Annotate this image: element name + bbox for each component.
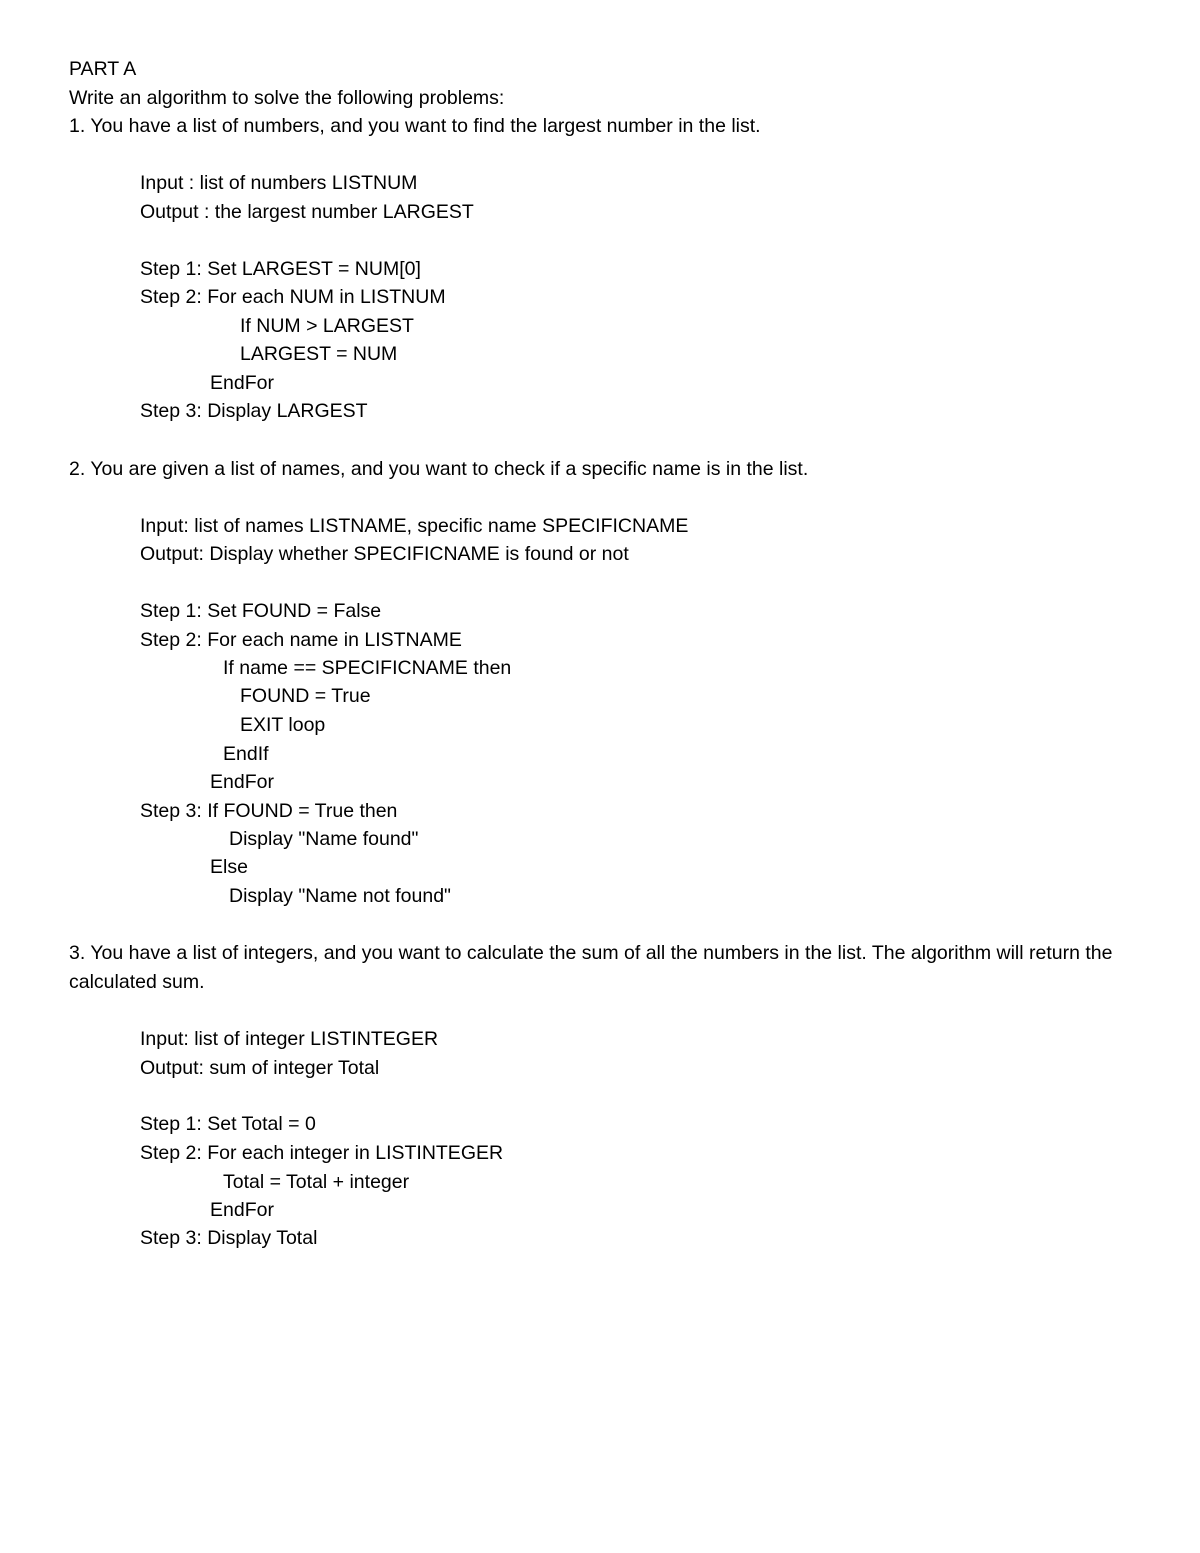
problem-2-step-line: Else <box>210 856 248 878</box>
problem-3-step-line: EndFor <box>210 1199 274 1221</box>
problem-1-step-line: EndFor <box>210 372 274 394</box>
problem-2-step-line: Display "Name not found" <box>229 885 451 907</box>
problem-2-statement: 2. You are given a list of names, and you want to check if a specific name is in the list. <box>69 458 809 480</box>
problem-1-input: Input : list of numbers LISTNUM <box>140 172 418 194</box>
problem-2-output: Output: Display whether SPECIFICNAME is found or not <box>140 543 629 565</box>
problem-3-step-line: Step 1: Set Total = 0 <box>140 1113 316 1135</box>
problem-2-input: Input: list of names LISTNAME, specific name SPECIFICNAME <box>140 515 689 537</box>
problem-2-step-line: EXIT loop <box>240 714 326 736</box>
problem-2-step-line: If name == SPECIFICNAME then <box>223 657 512 679</box>
part-heading: PART A <box>69 58 137 80</box>
problem-3-step-line: Total = Total + integer <box>223 1171 410 1193</box>
problem-3-input: Input: list of integer LISTINTEGER <box>140 1028 439 1050</box>
problem-3-step-line: Step 2: For each integer in LISTINTEGER <box>140 1142 504 1164</box>
problem-1-output: Output : the largest number LARGEST <box>140 201 474 223</box>
problem-2-step-line: Step 3: If FOUND = True then <box>140 800 398 822</box>
problem-2-step-line: Step 1: Set FOUND = False <box>140 600 382 622</box>
problem-2-step-line: FOUND = True <box>240 685 371 707</box>
instruction-text: Write an algorithm to solve the following problems: <box>69 87 505 109</box>
problem-1-step-line: Step 3: Display LARGEST <box>140 400 368 422</box>
problem-2-step-line: EndIf <box>223 743 269 765</box>
problem-2-step-line: Display "Name found" <box>229 828 419 850</box>
problem-1-step-line: Step 1: Set LARGEST = NUM[0] <box>140 258 421 280</box>
problem-3-step-line: Step 3: Display Total <box>140 1227 318 1249</box>
problem-3-statement: 3. You have a list of integers, and you want to calculate the sum of all the numbers in the list. The algorithm will return the calculated sum. <box>69 942 1113 993</box>
problem-2-step-line: Step 2: For each name in LISTNAME <box>140 629 462 651</box>
problem-1-statement: 1. You have a list of numbers, and you want to find the largest number in the list. <box>69 115 761 137</box>
problem-1-step-line: If NUM > LARGEST <box>240 315 414 337</box>
problem-1-step-line: LARGEST = NUM <box>240 343 398 365</box>
problem-1-step-line: Step 2: For each NUM in LISTNUM <box>140 286 446 308</box>
problem-2-step-line: EndFor <box>210 771 274 793</box>
problem-3-output: Output: sum of integer Total <box>140 1057 380 1079</box>
